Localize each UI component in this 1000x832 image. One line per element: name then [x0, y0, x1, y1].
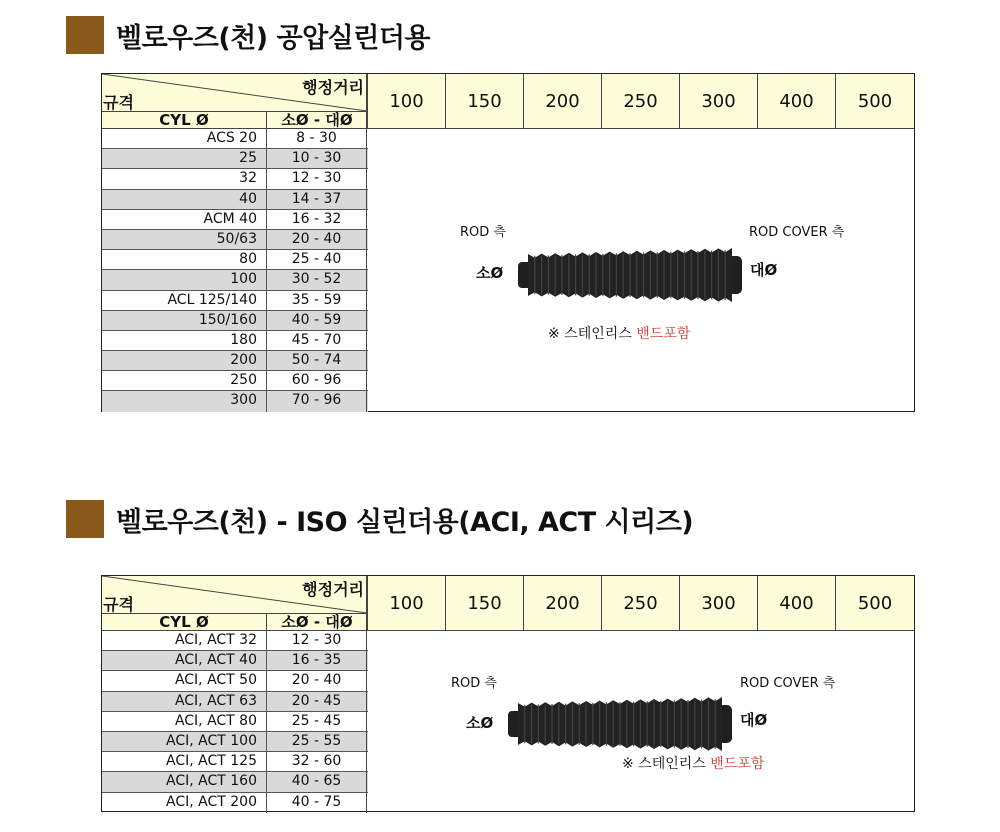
size-cell: 70 - 96	[267, 391, 367, 411]
cyl-cell: 300	[102, 391, 267, 411]
table-row	[102, 190, 368, 210]
bellows-image-area	[368, 631, 914, 811]
note-highlight: 밴드포함	[636, 326, 691, 342]
stroke-header-150: 150	[445, 74, 523, 129]
note-prefix: ※ 스테인리스	[548, 326, 637, 342]
table-row	[102, 129, 368, 149]
section1-title-bar	[66, 15, 430, 55]
cyl-cell: 32	[102, 169, 267, 188]
table-row	[102, 149, 368, 169]
stainless-band-note	[622, 753, 764, 773]
cyl-cell: ACI, ACT 40	[102, 651, 267, 670]
cyl-cell: ACI, ACT 63	[102, 692, 267, 711]
stroke-header-300: 300	[679, 74, 757, 129]
table-row	[102, 671, 368, 691]
spec-header-cell	[102, 74, 367, 129]
size-cell: 25 - 45	[267, 712, 367, 731]
stroke-header-200: 200	[523, 74, 601, 129]
stroke-header-label: 행정거리	[302, 78, 364, 97]
section2-title-bar	[66, 499, 693, 539]
note-prefix: ※ 스테인리스	[622, 756, 711, 772]
size-cell: 20 - 40	[267, 671, 367, 690]
size-cell: 30 - 52	[267, 270, 367, 289]
table-row	[102, 331, 368, 351]
size-cell: 10 - 30	[267, 149, 367, 168]
table-row	[102, 391, 368, 411]
stroke-header-200: 200	[523, 576, 601, 631]
cyl-cell: 25	[102, 149, 267, 168]
cyl-cell: ACI, ACT 32	[102, 631, 267, 650]
stainless-band-note	[548, 323, 690, 343]
section1-spec-table	[101, 73, 915, 412]
cyl-cell: ACI, ACT 160	[102, 772, 267, 791]
small-diameter-label: 소Ø	[466, 714, 494, 732]
cyl-cell: 250	[102, 371, 267, 390]
stroke-header-label: 행정거리	[302, 580, 364, 599]
title-bullet-square	[66, 500, 104, 538]
table-header	[102, 74, 914, 129]
section1-title: 벨로우즈(천) 공압실린더용	[116, 22, 430, 54]
cyl-header-label: CYL Ø	[102, 111, 267, 129]
size-cell: 14 - 37	[267, 190, 367, 209]
cyl-cell: 40	[102, 190, 267, 209]
cyl-cell: ACI, ACT 125	[102, 752, 267, 771]
rod-cover-side-label: ROD COVER 측	[740, 676, 836, 691]
rod-side-label: ROD 측	[460, 225, 506, 240]
table-row	[102, 651, 368, 671]
size-cell: 35 - 59	[267, 291, 367, 310]
stroke-header-500: 500	[835, 576, 914, 631]
cyl-cell: ACS 20	[102, 129, 267, 148]
cyl-cell: 100	[102, 270, 267, 289]
size-cell: 20 - 45	[267, 692, 367, 711]
size-cell: 16 - 35	[267, 651, 367, 670]
bellows-illustration	[518, 244, 743, 306]
table-row	[102, 772, 368, 792]
cyl-cell: ACI, ACT 200	[102, 793, 267, 813]
table-row	[102, 752, 368, 772]
title-bullet-square	[66, 16, 104, 54]
cyl-cell: ACI, ACT 50	[102, 671, 267, 690]
table-header	[102, 576, 914, 631]
size-cell: 40 - 59	[267, 311, 367, 330]
size-cell: 32 - 60	[267, 752, 367, 771]
table-row	[102, 311, 368, 331]
stroke-header-300: 300	[679, 576, 757, 631]
stroke-header-400: 400	[757, 576, 835, 631]
cyl-cell: ACM 40	[102, 210, 267, 229]
table-row	[102, 270, 368, 290]
cyl-cell: ACL 125/140	[102, 291, 267, 310]
table-row	[102, 351, 368, 371]
section2-title: 벨로우즈(천) - ISO 실린더용(ACI, ACT 시리즈)	[116, 506, 694, 538]
stroke-header-100: 100	[367, 74, 445, 129]
spec-rows	[102, 631, 368, 813]
stroke-header-400: 400	[757, 74, 835, 129]
stroke-header-100: 100	[367, 576, 445, 631]
table-row	[102, 793, 368, 813]
spec-header-label: 규격	[103, 595, 134, 614]
rod-side-label: ROD 측	[451, 676, 497, 691]
table-row	[102, 230, 368, 250]
size-cell: 25 - 55	[267, 732, 367, 751]
small-diameter-label: 소Ø	[476, 264, 504, 282]
cyl-cell: 200	[102, 351, 267, 370]
table-row	[102, 210, 368, 230]
size-cell: 60 - 96	[267, 371, 367, 390]
table-row	[102, 250, 368, 270]
cyl-cell: 50/63	[102, 230, 267, 249]
size-header-label: 소Ø - 대Ø	[267, 111, 367, 129]
spec-rows	[102, 129, 368, 412]
bellows-image-area	[368, 129, 914, 411]
stroke-header-250: 250	[601, 74, 679, 129]
size-cell: 12 - 30	[267, 631, 367, 650]
section2-spec-table	[101, 575, 915, 812]
size-cell: 12 - 30	[267, 169, 367, 188]
size-cell: 40 - 65	[267, 772, 367, 791]
cyl-cell: 180	[102, 331, 267, 350]
cyl-cell: ACI, ACT 100	[102, 732, 267, 751]
size-cell: 20 - 40	[267, 230, 367, 249]
table-row	[102, 732, 368, 752]
cyl-header-label: CYL Ø	[102, 613, 267, 631]
spec-header-cell	[102, 576, 367, 631]
stroke-header-500: 500	[835, 74, 914, 129]
size-header-label: 소Ø - 대Ø	[267, 613, 367, 631]
bellows-illustration	[508, 693, 733, 755]
table-row	[102, 169, 368, 189]
table-row	[102, 712, 368, 732]
rod-cover-side-label: ROD COVER 측	[749, 225, 845, 240]
table-row	[102, 371, 368, 391]
cyl-cell: ACI, ACT 80	[102, 712, 267, 731]
cyl-cell: 80	[102, 250, 267, 269]
size-cell: 40 - 75	[267, 793, 367, 813]
note-highlight: 밴드포함	[710, 756, 765, 772]
large-diameter-label: 대Ø	[740, 711, 768, 729]
stroke-header-150: 150	[445, 576, 523, 631]
table-row	[102, 631, 368, 651]
stroke-header-250: 250	[601, 576, 679, 631]
size-cell: 50 - 74	[267, 351, 367, 370]
large-diameter-label: 대Ø	[750, 261, 778, 279]
cyl-cell: 150/160	[102, 311, 267, 330]
size-cell: 25 - 40	[267, 250, 367, 269]
table-row	[102, 692, 368, 712]
table-row	[102, 291, 368, 311]
spec-header-label: 규격	[103, 93, 134, 112]
size-cell: 45 - 70	[267, 331, 367, 350]
size-cell: 16 - 32	[267, 210, 367, 229]
size-cell: 8 - 30	[267, 129, 367, 148]
